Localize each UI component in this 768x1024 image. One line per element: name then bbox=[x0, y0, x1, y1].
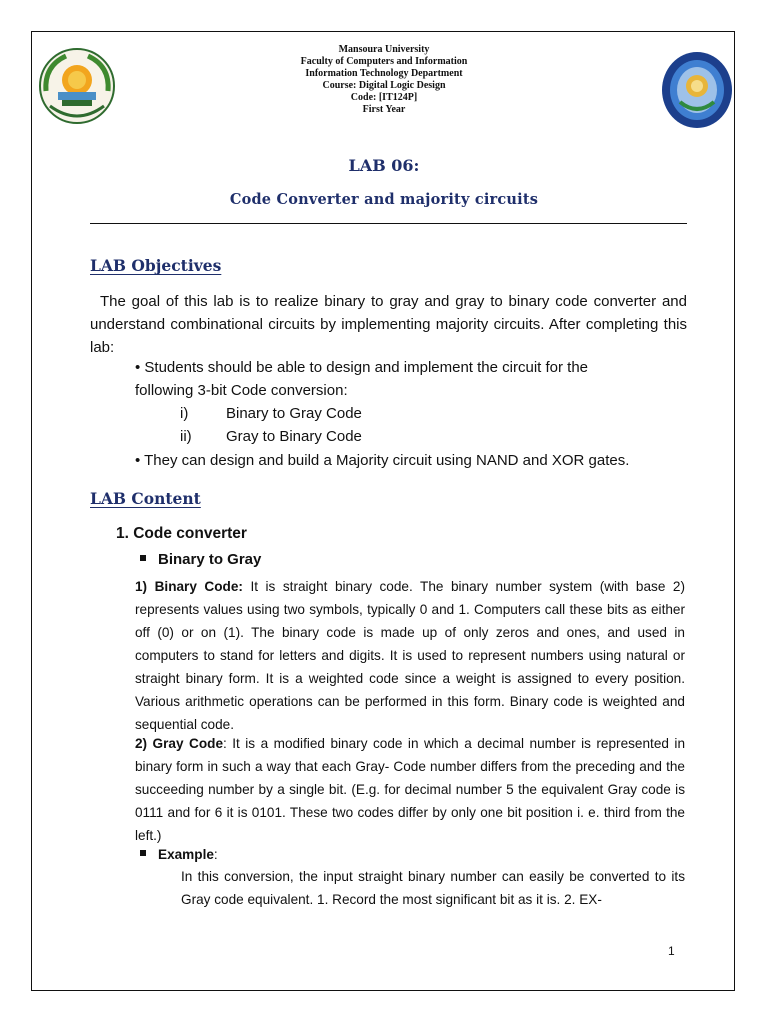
gray-code-label: 2) Gray Code bbox=[135, 736, 224, 751]
gray-code-text: : It is a modified binary code in which a decimal number is represented in binary form in such a way that each Gray- Code number differs from the preceding and the succeeding number by a single bit. (E.g. for decimal number 5 the equivalent Gray code is 0111 and for 6 it is 0101. These two codes differ by only one bit position i. e. third from the left.) bbox=[135, 736, 686, 843]
lab-title: LAB 06: bbox=[348, 156, 420, 175]
objective-bullet-1-line-1: • Students should be able to design and implement the circuit for the bbox=[135, 359, 589, 376]
binary-code-label: 1) Binary Code: bbox=[135, 579, 243, 594]
example-colon: : bbox=[213, 847, 218, 862]
title-divider bbox=[90, 223, 687, 224]
faculty-name: Faculty of Computers and Information bbox=[300, 56, 468, 67]
objectives-intro: The goal of this lab is to realize binary to gray and gray to binary code converter and understand combinational circuits by implementing majority circuits. After completing this lab: bbox=[90, 293, 687, 356]
content-heading: LAB Content bbox=[90, 489, 201, 508]
sub-item-i-number: i) bbox=[180, 405, 189, 422]
sub-item-ii-text: Gray to Binary Code bbox=[226, 428, 362, 445]
square-bullet-icon bbox=[140, 850, 146, 856]
example-paragraph: In this conversion, the input straight binary number can easily be converted to its Gray code equivalent. 1. Record the most significant bit as it is. 2. EX- bbox=[181, 869, 685, 907]
page-border bbox=[31, 31, 735, 991]
course-name: Course: Digital Logic Design bbox=[322, 80, 446, 91]
academic-year: First Year bbox=[362, 104, 406, 115]
university-header bbox=[0, 44, 768, 116]
square-bullet-icon bbox=[140, 555, 146, 561]
page-number: 1 bbox=[668, 944, 675, 958]
sub-item-i-text: Binary to Gray Code bbox=[226, 405, 362, 422]
objective-bullet-2: • They can design and build a Majority circuit using NAND and XOR gates. bbox=[135, 452, 630, 469]
example-heading bbox=[140, 843, 218, 866]
department-name: Information Technology Department bbox=[305, 68, 463, 79]
objectives-heading: LAB Objectives bbox=[90, 256, 222, 275]
gray-code-paragraph bbox=[135, 732, 685, 847]
binary-code-paragraph bbox=[135, 575, 685, 736]
binary-to-gray-label: Binary to Gray bbox=[158, 551, 262, 568]
example-label: Example bbox=[158, 847, 214, 862]
sub-item-ii-number: ii) bbox=[180, 428, 192, 445]
course-code: Code: [IT124P] bbox=[350, 92, 418, 103]
code-converter-heading: 1. Code converter bbox=[116, 525, 247, 542]
university-name: Mansoura University bbox=[338, 44, 430, 55]
binary-to-gray-heading bbox=[140, 551, 261, 568]
objective-bullet-1-line-2: following 3-bit Code conversion: bbox=[135, 382, 348, 399]
binary-code-text: It is straight binary code. The binary number system (with base 2) represents values using two symbols, typically 0 and 1. Computers call these bits as either off (0) or on (1). The binary code is made up of only zeros and ones, and used in computers to stand for letters and digits. It is used to represent numbers using natural or straight binary form. It is a weighted code since a weight is assigned to every position. Various arithmetic operations can be performed in this form. Binary code is weighted and sequential code. bbox=[135, 579, 685, 732]
lab-subtitle: Code Converter and majority circuits bbox=[229, 191, 539, 208]
